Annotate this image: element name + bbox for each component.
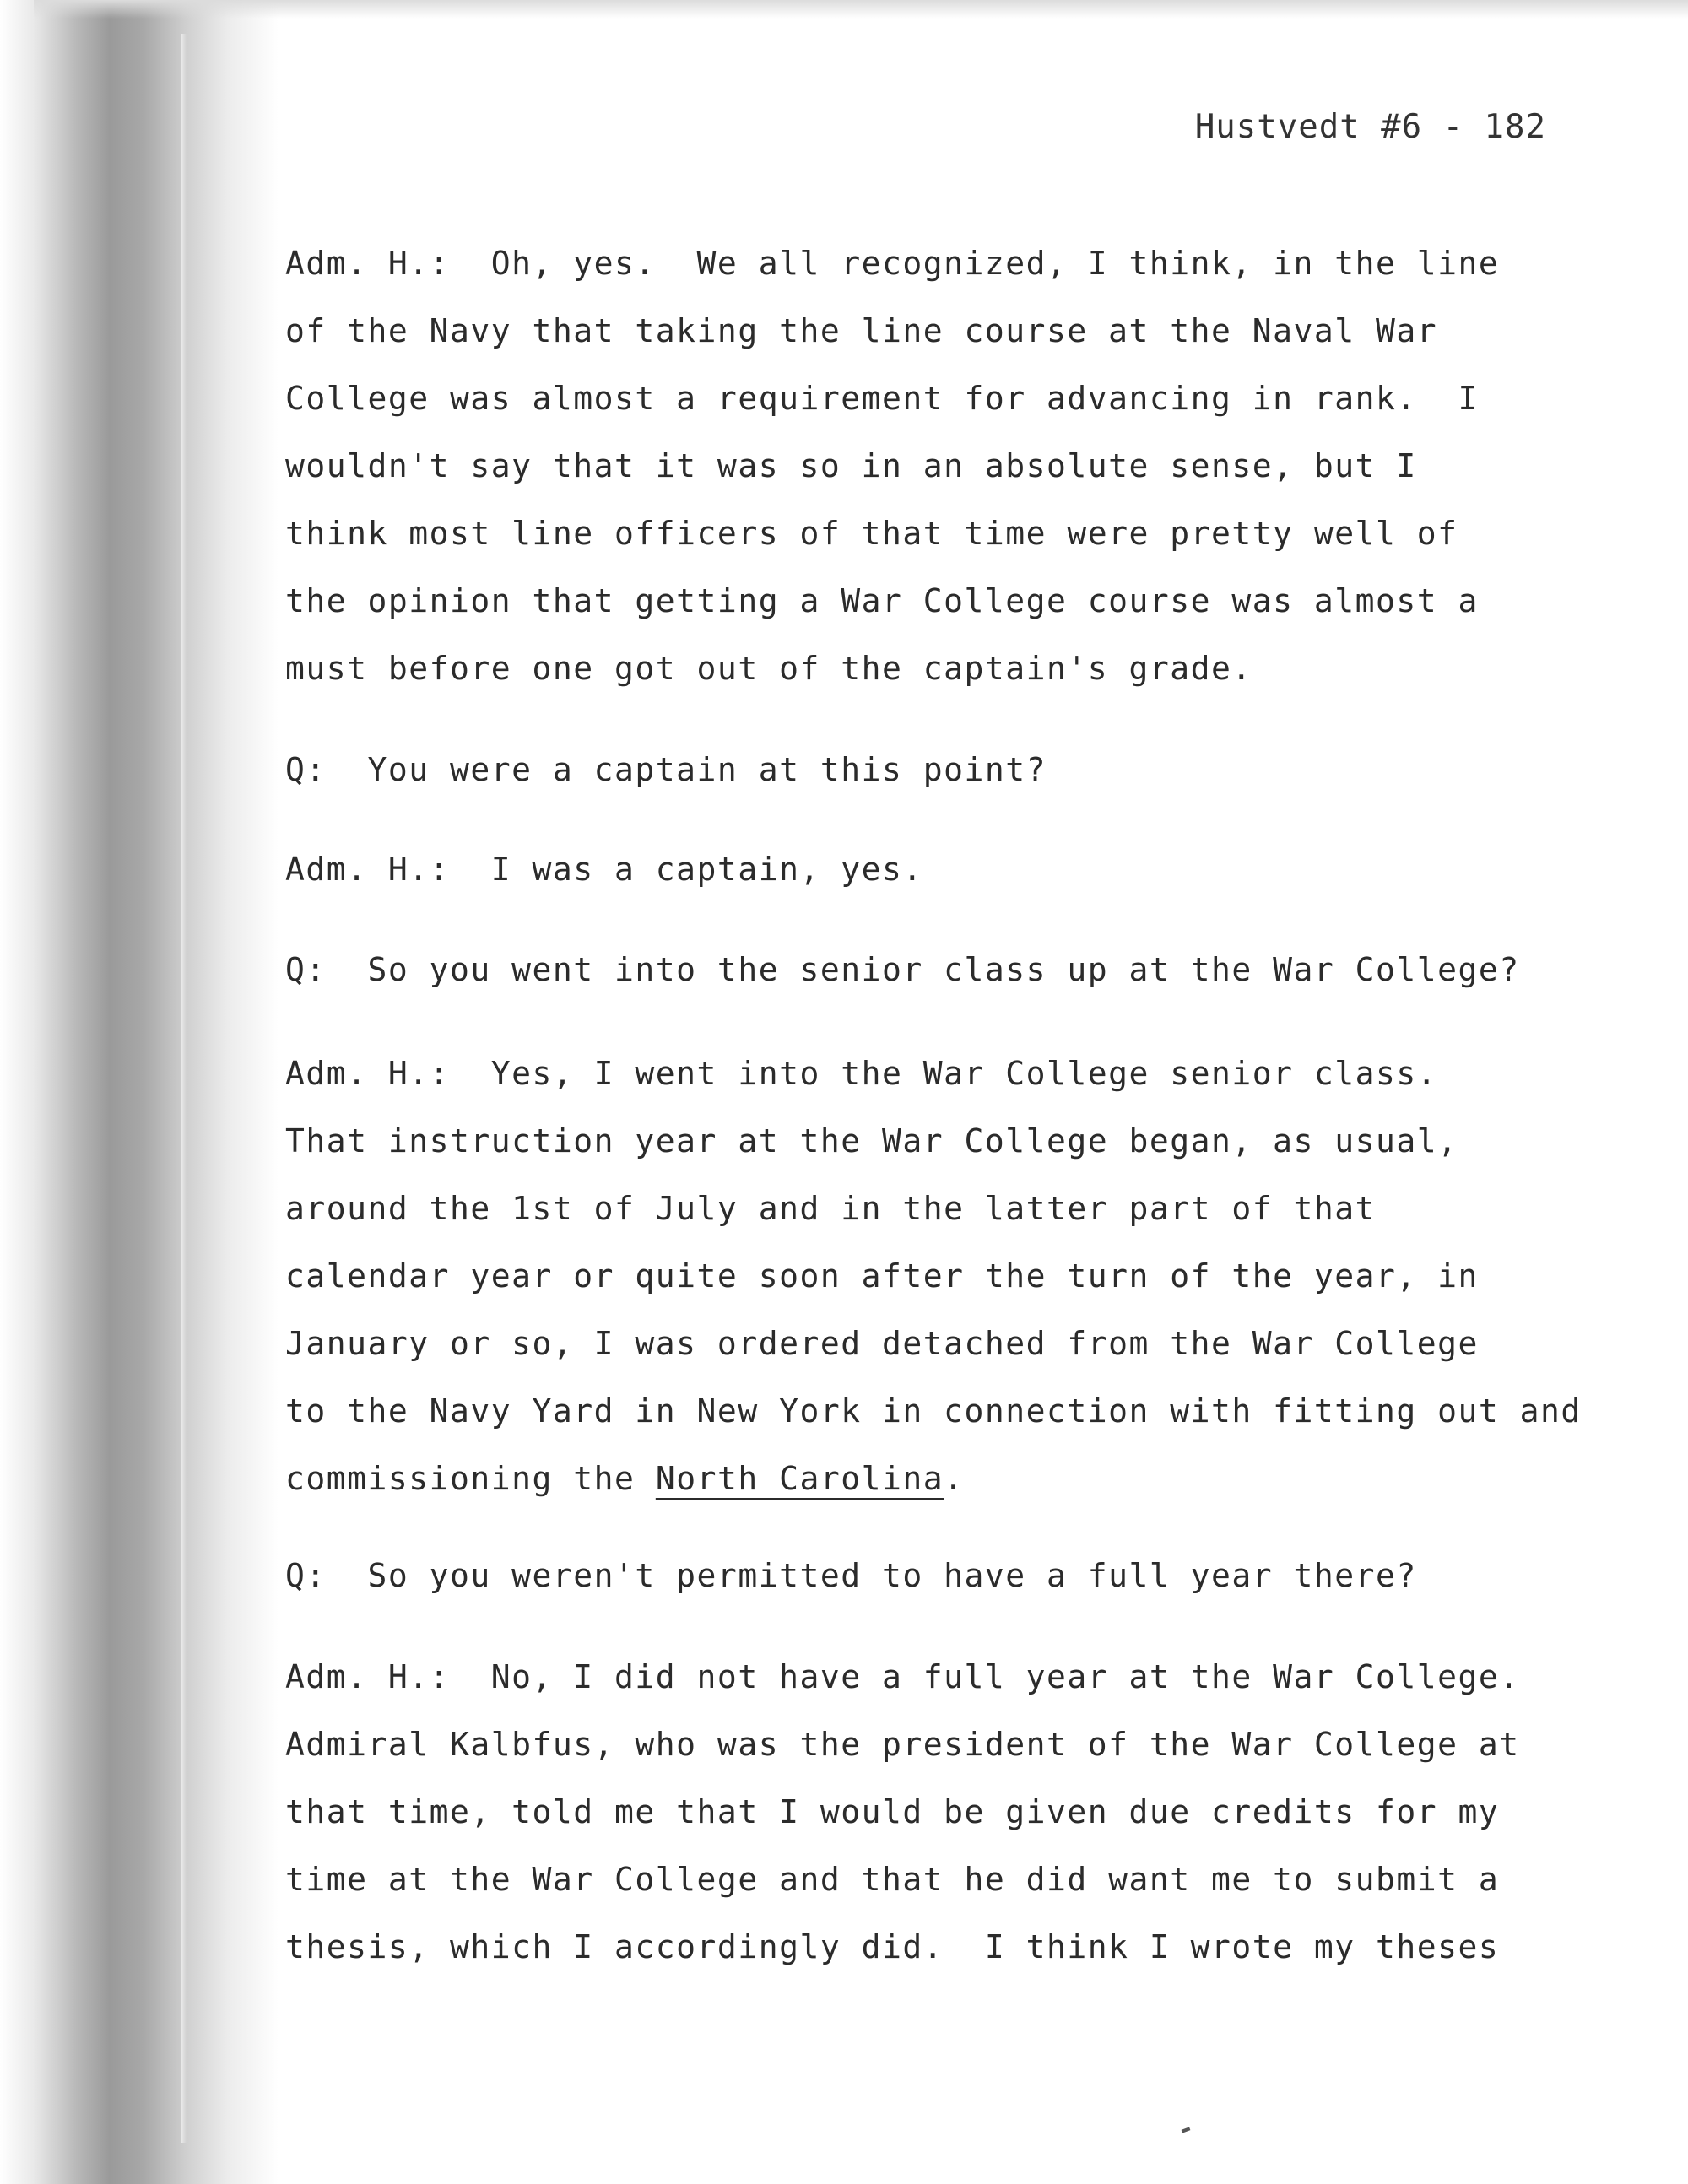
text-line: Adm. H.: No, I did not have a full year at the War College. (285, 1658, 1520, 1695)
text-line: College was almost a requirement for advancing in rank. I (285, 380, 1479, 417)
text-line: wouldn't say that it was so in an absolute sense, but I (285, 447, 1417, 484)
text-line: thesis, which I accordingly did. I think I wrote my theses (285, 1928, 1500, 1965)
ship-name-underlined: North Carolina (655, 1460, 944, 1497)
scan-top-edge (34, 0, 1688, 19)
text-line: think most line officers of that time were pretty well of (285, 515, 1458, 552)
text-line: must before one got out of the captain's grade. (285, 650, 1252, 687)
text-line: Q: So you went into the senior class up at the War College? (285, 951, 1520, 988)
text-line: calendar year or quite soon after the turn of the year, in (285, 1257, 1479, 1295)
text-line-part: commissioning the (285, 1460, 656, 1497)
text-line: Adm. H.: Oh, yes. We all recognized, I think, in the line (285, 245, 1500, 282)
text-line: Adm. H.: I was a captain, yes. (285, 851, 923, 888)
text-line: Q: You were a captain at this point? (285, 751, 1047, 788)
text-line: that time, told me that I would be given due credits for my (285, 1793, 1500, 1830)
text-line: Admiral Kalbfus, who was the president of the War College at (285, 1726, 1520, 1763)
text-line-part: . (944, 1460, 965, 1497)
scan-gutter-shadow (0, 0, 279, 2184)
text-line: January or so, I was ordered detached from the War College (285, 1325, 1479, 1362)
text-line: Q: So you weren't permitted to have a full year there? (285, 1557, 1417, 1594)
text-line: of the Navy that taking the line course at the Naval War (285, 312, 1438, 349)
text-line: time at the War College and that he did want me to submit a (285, 1861, 1500, 1898)
text-line: the opinion that getting a War College course was almost a (285, 582, 1479, 619)
text-line: around the 1st of July and in the latter part of that (285, 1190, 1377, 1227)
text-line (285, 1460, 965, 1497)
text-line: Adm. H.: Yes, I went into the War College senior class. (285, 1055, 1438, 1092)
page-header: Hustvedt #6 - 182 (1194, 108, 1546, 146)
text-line: That instruction year at the War College began, as usual, (285, 1122, 1458, 1160)
scan-speck (1182, 2127, 1191, 2133)
scan-gutter-highlight (181, 34, 187, 2143)
text-line: to the Navy Yard in New York in connection with fitting out and (285, 1392, 1582, 1430)
